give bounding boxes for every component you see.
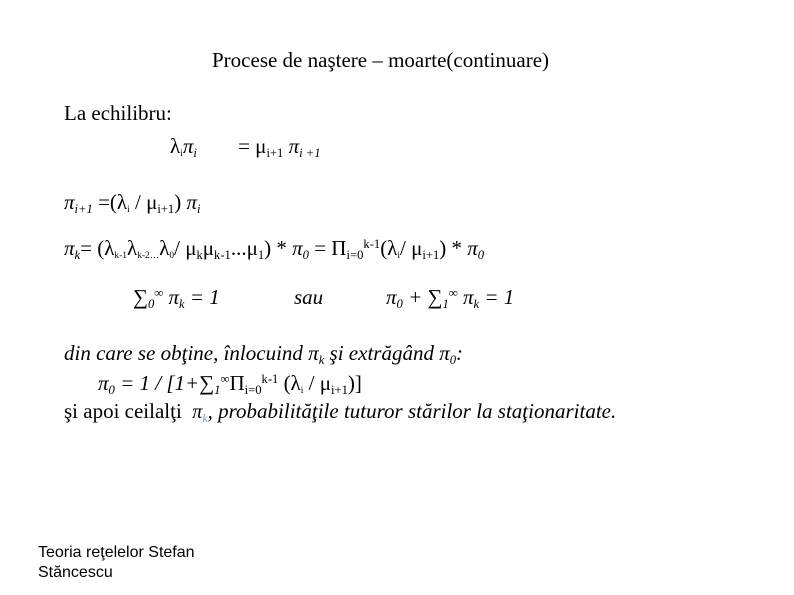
intro-label: La echilibru: [64, 101, 172, 125]
final-sentence: şi apoi ceilalţi $\pi_k$, probabilităţile tuturor stărilor la staţionaritate. [64, 399, 617, 426]
pi0-formula: $\pi_0 = 1 / [1+\sum_1^\infty\Pi_{i=0}^{k-1}$ $(\lambda_i / \mu_{i+1})$] [98, 371, 362, 398]
recurrence-equation: $\pi_{i+1} =(\lambda_i / \mu_{i+1})$ $\pi_i$ [64, 190, 201, 217]
equilibrium-equation: $\lambda_i\pi_i = \mu_{i+1}$ $\pi_{i +1}$ [170, 134, 321, 161]
normalization-left: $\sum_0^\infty$ $\pi_k = 1$ [133, 285, 220, 312]
normalization-connector: sau [294, 285, 324, 309]
normalization-right: $\pi_0 + \sum_1^\infty$ $\pi_k = 1$ [386, 285, 515, 312]
footer-line-1: Teoria reţelelor Stefan [38, 544, 195, 561]
derivation-text: din care se obţine, înlocuind $\pi_k$ şi extrăgând $\pi_0$: [64, 341, 464, 368]
product-form-equation: $\pi_k= (\lambda_{k-1}\lambda_{k-2\dots}\lambda_0/$ $\mu_k\mu_{k-1}...\mu_1) * \pi_0 = \Pi_{i=0}^{k-1}(\lambda_i/$ $\mu_{i+1}) * \pi_0$ [64, 236, 485, 263]
footer-line-2: Stăncescu [38, 564, 113, 581]
page-title: Procese de naştere – moarte(continuare) [212, 48, 550, 72]
footer [38, 543, 195, 583]
